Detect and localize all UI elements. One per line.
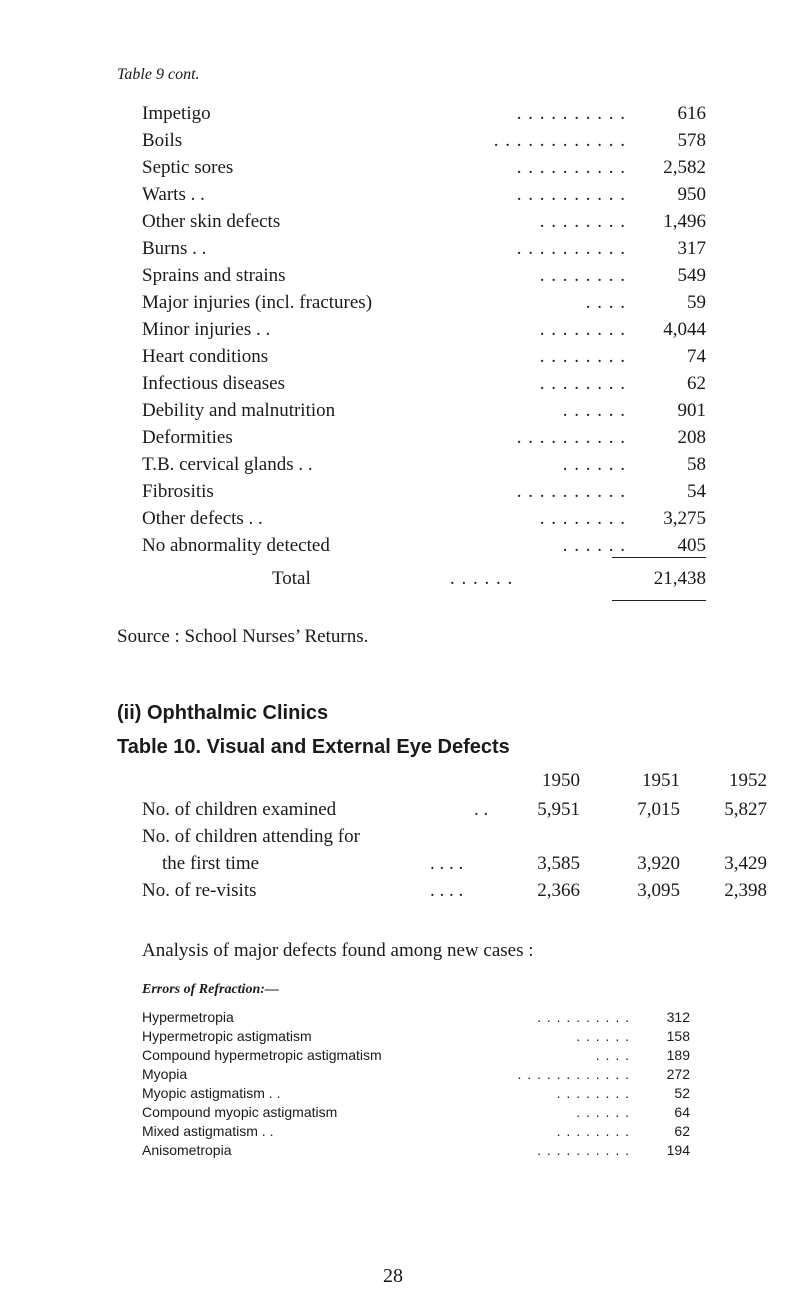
t10-cell: 3,095 [637,880,680,901]
row-label: Boils [142,130,183,151]
t10-cell: 5,951 [537,799,580,820]
item-leader: . . . . [595,1047,630,1063]
row-value: 54 [687,481,706,502]
row-leader: . . . . . . . . . . [516,184,626,205]
row-label: Deformities [142,427,233,448]
row-value: 58 [687,454,706,475]
row-leader: . . . . . . . . . . [516,427,626,448]
item-label: Compound hypermetropic astigmatism [142,1047,382,1063]
table-9-caption: Table 9 cont. [117,66,200,83]
list-item [142,1046,690,1065]
row-value: 578 [677,130,706,151]
row-value: 616 [677,103,706,124]
row-leader: . . . . . . . . [539,319,626,340]
item-leader: . . . . . . . . . . . . [517,1066,630,1082]
t10-cell: 7,015 [637,799,680,820]
list-item [142,1141,690,1160]
item-label: Mixed astigmatism . . [142,1123,274,1139]
row-label: Impetigo [142,103,211,124]
row-value: 62 [687,373,706,394]
item-value: 194 [666,1142,690,1158]
row-leader: . . . . . . . . . . [516,103,626,124]
item-leader: . . . . . . . . . . [537,1142,630,1158]
row-leader: . . . . [585,292,626,313]
row-value: 4,044 [663,319,706,340]
t10-row-label: No. of re-visits [142,880,257,901]
row-leader: . . . . . . . . . . . . [493,130,626,151]
item-leader: . . . . . . . . [556,1085,630,1101]
errors-of-refraction-heading: Errors of Refraction:— [142,982,279,997]
row-leader: . . . . . . . . [539,265,626,286]
t10-cell: 3,920 [637,853,680,874]
row-leader: . . . . . . . . [539,211,626,232]
source-note: Source : School Nurses’ Returns. [117,626,369,647]
row-label: Debility and malnutrition [142,400,336,421]
row-label: Minor injuries . . [142,319,271,340]
item-value: 189 [666,1047,690,1063]
t10-row-leader: . . [474,799,489,820]
t10-row-leader: . . . . [430,880,464,901]
item-label: Compound myopic astigmatism [142,1104,338,1120]
row-value: 1,496 [663,211,706,232]
row-label: Septic sores [142,157,234,178]
list-item [142,1008,690,1027]
item-leader: . . . . . . . . [556,1123,630,1139]
refraction-list [142,1008,690,1160]
row-leader: . . . . . . . . . . [516,157,626,178]
list-item [142,1084,690,1103]
total-value: 21,438 [653,568,706,589]
table-10-title: Table 10. Visual and External Eye Defects [117,736,510,758]
row-value: 59 [687,292,706,313]
item-value: 312 [666,1009,690,1025]
t10-cell: 3,429 [724,853,767,874]
row-label: Warts . . [142,184,205,205]
row-label: Burns . . [142,238,207,259]
row-leader: . . . . . . [562,535,626,556]
item-leader: . . . . . . [576,1028,630,1044]
t10-row-leader: . . . . [430,853,464,874]
item-label: Hypermetropia [142,1009,234,1025]
row-label: Sprains and strains [142,265,286,286]
t10-row-label: the first time [162,853,260,874]
row-value: 317 [677,238,706,259]
list-item [142,1027,690,1046]
row-value: 74 [687,346,706,367]
row-label: Infectious diseases [142,373,285,394]
section-heading: (ii) Ophthalmic Clinics [117,702,329,724]
row-label: Fibrositis [142,481,214,502]
item-leader: . . . . . . . . . . [537,1009,630,1025]
row-value: 2,582 [663,157,706,178]
year-header: 1950 [542,770,580,791]
row-label: Other defects . . [142,508,263,529]
row-value: 3,275 [663,508,706,529]
analysis-heading: Analysis of major defects found among new cases : [142,940,534,961]
year-header: 1952 [729,770,767,791]
row-value: 950 [677,184,706,205]
list-item [142,1122,690,1141]
row-label: Major injuries (incl. fractures) [142,292,373,313]
row-leader: . . . . . . . . . . [516,481,626,502]
t10-cell: 2,398 [724,880,767,901]
t10-row-label: No. of children attending for [142,826,360,847]
row-value: 208 [677,427,706,448]
total-leader: . . . . . . [450,568,514,589]
item-value: 64 [674,1104,690,1120]
item-label: Myopic astigmatism . . [142,1085,281,1101]
row-leader: . . . . . . . . . . [516,238,626,259]
total-label: Total [272,568,311,589]
t10-row-label: No. of children examined [142,799,337,820]
row-leader: . . . . . . [562,454,626,475]
row-value: 901 [677,400,706,421]
row-label: T.B. cervical glands . . [142,454,313,475]
row-label: No abnormality detected [142,535,330,556]
row-leader: . . . . . . . . [539,508,626,529]
row-label: Other skin defects [142,211,281,232]
t10-cell: 3,585 [537,853,580,874]
list-item [142,1065,690,1084]
item-value: 62 [674,1123,690,1139]
item-value: 158 [666,1028,690,1044]
year-header: 1951 [642,770,680,791]
item-leader: . . . . . . [576,1104,630,1120]
row-label: Heart conditions [142,346,269,367]
item-value: 52 [674,1085,690,1101]
item-label: Hypermetropic astigmatism [142,1028,312,1044]
row-leader: . . . . . . [562,400,626,421]
item-label: Myopia [142,1066,188,1082]
t10-cell: 5,827 [724,799,767,820]
page-number: 28 [383,1265,403,1287]
item-label: Anisometropia [142,1142,232,1158]
list-item [142,1103,690,1122]
row-leader: . . . . . . . . [539,346,626,367]
row-value: 405 [677,535,706,556]
t10-cell: 2,366 [537,880,580,901]
row-leader: . . . . . . . . [539,373,626,394]
row-value: 549 [677,265,706,286]
item-value: 272 [666,1066,690,1082]
